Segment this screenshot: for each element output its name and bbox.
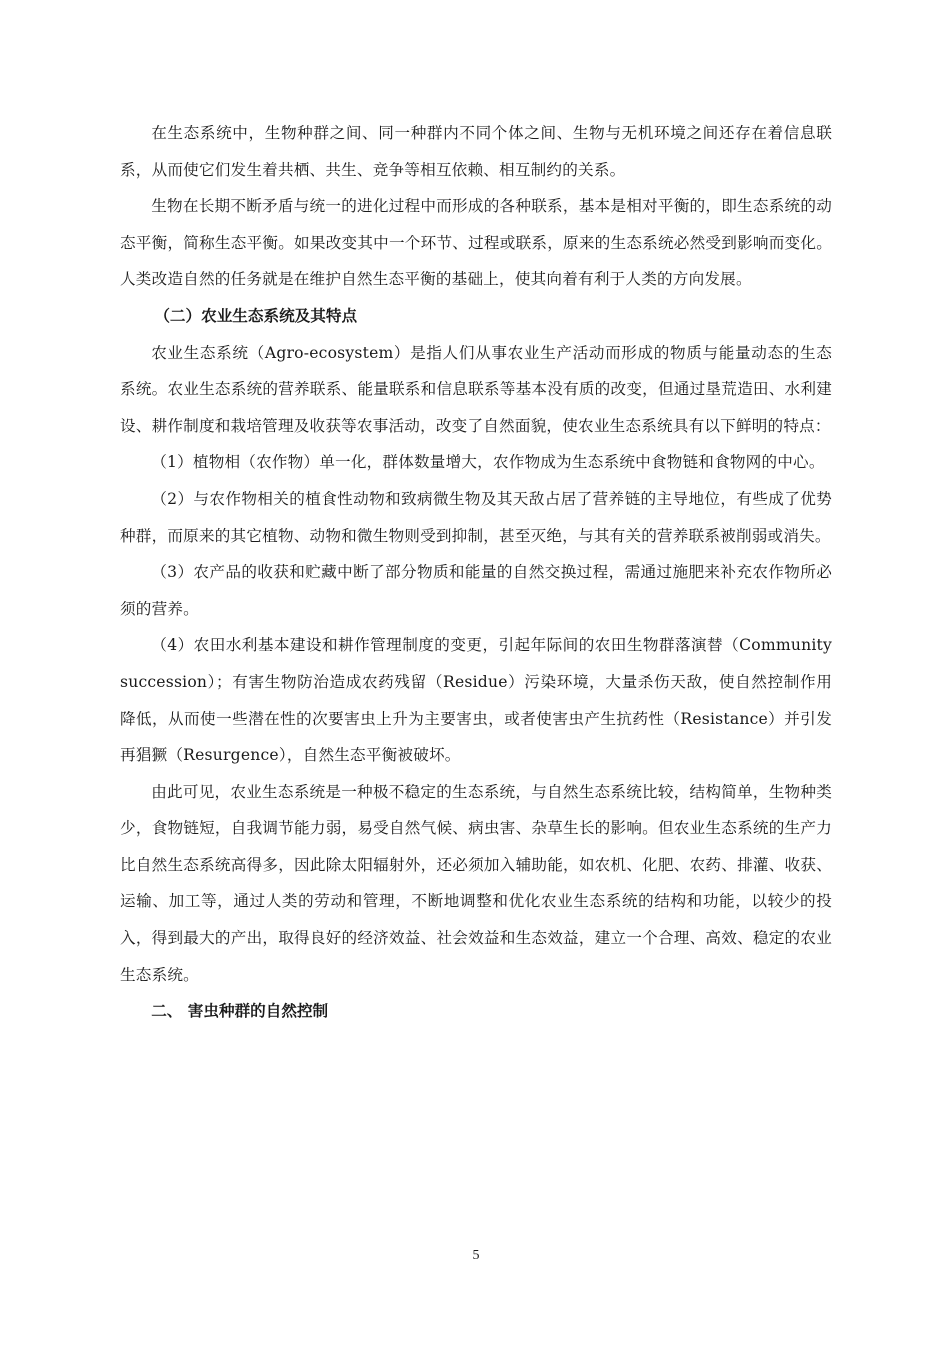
section-heading-agro-ecosystem: （二）农业生态系统及其特点 [154, 305, 358, 325]
page-number: 5 [472, 1248, 480, 1263]
paragraph-agro-ecosystem-definition: 农业生态系统（Agro-ecosystem）是指人们从事农业生产活动而形成的物质与能量动态的生态系统。农业生态系统的营养联系、能量联系和信息联系等基本没有质的改变，但通过垦荒造田、水利建设、耕作制度和栽培管理及收获等农事活动，改变了自然面貌，使农业生态系统具有以下鲜明的特点： [120, 343, 832, 435]
section-heading-natural-control: 二、 害虫种群的自然控制 [151, 1001, 329, 1021]
paragraph-ecological-balance: 生物在长期不断矛盾与统一的进化过程中而形成的各种联系，基本是相对平衡的，即生态系统的动态平衡，简称生态平衡。如果改变其中一个环节、过程或联系，原来的生态系统必然受到影响而变化。人类改造自然的任务就是在维护自然生态平衡的基础上，使其向着有利于人类的方向发展。 [120, 197, 832, 289]
list-item-2: （2）与农作物相关的植食性动物和致病微生物及其天敌占居了营养链的主导地位，有些成了优势种群，而原来的其它植物、动物和微生物则受到抑制，甚至灭绝，与其有关的营养联系被削弱或消失。 [120, 489, 832, 545]
paragraph-information-links: 在生态系统中，生物种群之间、同一种群内不同个体之间、生物与无机环境之间还存在着信息联系，从而使它们发生着共栖、共生、竞争等相互依赖、相互制约的关系。 [120, 124, 832, 179]
list-item-1: （1）植物相（农作物）单一化，群体数量增大，农作物成为生态系统中食物链和食物网的中心。 [151, 453, 825, 472]
list-item-4: （4）农田水利基本建设和耕作管理制度的变更，引起年际间的农田生物群落演替（Community succession）；有害生物防治造成农药残留（Residue）污染环境，大量杀伤天敌，使自然控制作用降低，从而使一些潜在性的次要害虫上升为主要害虫，或者使害虫产生抗药性（Resistance）并引发再猖獗（Resurgence），自然生态平衡被破坏。 [120, 636, 832, 765]
list-item-3: （3）农产品的收获和贮藏中断了部分物质和能量的自然交换过程，需通过施肥来补充农作物所必须的营养。 [120, 563, 832, 618]
document-body [120, 115, 832, 1030]
paragraph-conclusion: 由此可见，农业生态系统是一种极不稳定的生态系统，与自然生态系统比较，结构简单，生物种类少，食物链短，自我调节能力弱，易受自然气候、病虫害、杂草生长的影响。但农业生态系统的生产力比自然生态系统高得多，因此除太阳辐射外，还必须加入辅助能，如农机、化肥、农药、排灌、收获、运输、加工等，通过人类的劳动和管理，不断地调整和优化农业生态系统的结构和功能，以较少的投入，得到最大的产出，取得良好的经济效益、社会效益和生态效益，建立一个合理、高效、稳定的农业生态系统。 [120, 782, 832, 984]
